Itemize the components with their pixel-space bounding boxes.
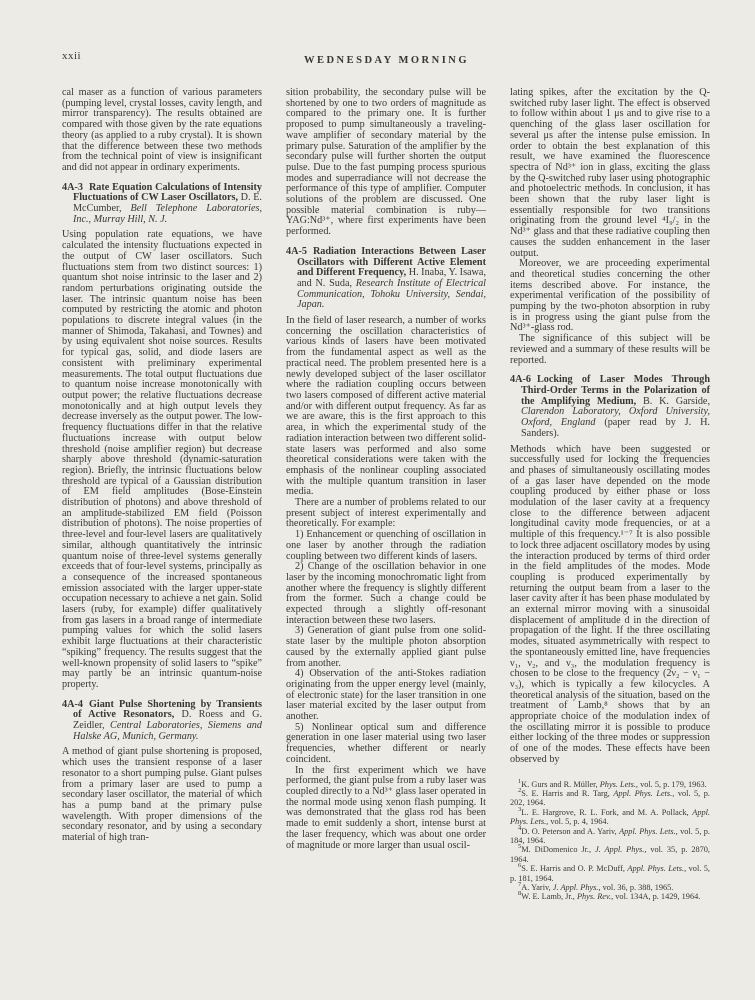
- footnote-journal: Appl. Phys. Lets.,: [627, 864, 689, 874]
- footnote-journal: J. Appl. Phys.,: [552, 883, 603, 893]
- footnote-ref: vol. 5, p. 181, 1964.: [510, 864, 710, 883]
- footnote-journal: J. Appl. Phys.,: [594, 845, 651, 855]
- footnote-number: 1: [518, 777, 522, 785]
- paragraph: The significance of this subject will be reviewed and a summary of these results will be reported.: [510, 333, 710, 366]
- abstract-heading-note: (paper read by J. H. Sanders).: [521, 417, 710, 439]
- footnote-number: 6: [518, 862, 522, 870]
- footnote-ref: vol. 5, p. 184, 1964.: [510, 826, 710, 846]
- paragraph: Methods which have been suggested or successfully used for locking the frequencies and phases of simultaneously oscillating modes of a gas laser have depended on the mode coupling produced by either phase or loss modulation of the laser cavity at a frequency close to the difference between adjacent longitudinal cavity mode frequencies, or at a multiple of this frequency.¹⁻⁷ It is also possible to lock three adjacent oscillatory modes by using the interaction produced by terms of third order in the field amplitudes of the modes. Mode coupling is produced experimentally by returning the output beam from a laser to the laser cavity after it has been phase modulated by an external mirror moving with a sinusoidal displacement of amplitude d in the direction of propagation of the light. If the three oscillating modes, situated asymmetrically with respect to the spontaneously emitted line, have frequencies ν₁, ν₂, and ν₃, the modulation frequency is chosen to be close to the frequency (2ν₂ − ν₁ − ν₃), which is typically a few kilocycles. A theoretical analysis of the situation, based on the treatment of Lamb,⁸ shows that by an appropriate choice of the modulation index of the oscillating mirror it is possible to produce either locking of the three modes or suppression of one of the modes. These effects have been observed by: [510, 443, 710, 765]
- paragraph: In the first experiment which we have performed, the giant pulse from a ruby laser was coupled directly to a Nd³⁺ glass laser operated in the normal mode using xenon flash pumping. It was demonstrated that the glass rod has been made to emit suddenly a short, intense burst at the laser frequency, which was about one order of magnitude or more larger than usual oscil-: [286, 764, 486, 851]
- abstract-title: Rate Equation Calculations of Intensity Fluctuations of CW Laser Oscillators,: [73, 181, 262, 204]
- footnote-authors: D. O. Peterson and A. Yariv,: [521, 826, 620, 836]
- paragraph-continuation: cal maser as a function of various parameters (pumping level, crystal losses, cavity length, and mirror transparency). The results obtained are compared with those given by the rate equations theory (as applied to a ruby crystal). It is shown that the difference between these two methods from the technical point of view is insignificant and did not appear in ordinary experiments.: [62, 87, 262, 173]
- list-item-4: 4) Observation of the anti-Stokes radiation originating from the upper energy level (mainly, of electronic state) for the laser transition in one laser material excited by the laser output from another.: [286, 668, 486, 723]
- footnote-journal: Appl. Phys. Lets.,: [613, 789, 678, 798]
- footnote-ref: vol. 5, p. 179, 1963.: [640, 779, 707, 789]
- abstract-authors: D. E. McCumber,: [73, 192, 262, 215]
- abstract-title: Radiation Interactions Between Laser Oscillators with Different Active Element and Different Frequency,: [297, 245, 486, 279]
- paragraph: A method of giant pulse shortening is proposed, which uses the transient response of a laser resonator to a short pumping pulse. Giant pulses from a primary laser are used to pump a secondary laser oscillator, the material of which has a pump band at the primary pulse wavelength. With proper dimensions of the secondary resonator, and by using a secondary material of high tran-: [62, 746, 262, 844]
- running-header-title: WEDNESDAY MORNING: [303, 55, 470, 66]
- abstract-authors: H. Inaba, Y. Isawa, and N. Suda,: [297, 267, 486, 289]
- abstract-heading-4a3: [62, 183, 262, 226]
- abstract-code: 4A-6: [510, 374, 531, 386]
- footnote-ref: vol. 36, p. 388, 1965.: [602, 883, 674, 893]
- footnote-number: 8: [518, 890, 522, 898]
- footnote-journal: Appl. Phys. Lets.,: [510, 807, 710, 827]
- footnote-authors: S. E. Harris and R. Targ,: [521, 789, 614, 798]
- footnote-journal: Phys. Lets.,: [599, 779, 641, 789]
- abstract-authors: D. Roess and G. Zeidler,: [73, 709, 262, 732]
- footnote: [510, 845, 710, 864]
- footnote-number: 7: [518, 881, 522, 889]
- footnote-journal: Phys. Rev.,: [576, 892, 616, 902]
- abstract-affiliation: Central Laboratories, Siemens and Halske AG, Munich, Germany.: [73, 720, 262, 742]
- content-columns: [62, 88, 711, 902]
- footnote: [510, 808, 710, 827]
- list-item-2: 2) Change of the oscillation behavior in one laser by the incoming monochromatic light from another where the frequency is slightly different from the former. Such a change could be expected through a slightly off-resonant interaction between these two lasers.: [286, 561, 486, 626]
- paragraph: Using population rate equations, we have calculated the intensity fluctuations expected in the output of CW laser oscillators. Such fluctuations stem from two distinct sources: 1) quantum shot noise intrinsic to the laser and 2) random perturbations originating outside the laser. The intrinsic quantum noise has been computed by restricting the atomic and photon populations to discrete integral values (in the manner of Shimoda, Takahasi, and Townes) and by using equivalent shot noise sources. Results for typical gas, solid, and diode lasers are consistent with preliminary experimental measurements. The total output fluctuations due to quantum noise increase monotonically with output power; the relative fluctuations decrease monotonically and at high output levels they decrease inversely as the output power. The low-frequency fluctuations differ in that the relative fluctuations increase with output below threshold (noise amplifier region) but decrease sharply above threshold (dynamic-saturation region). Briefly, the intrinsic fluctuations below threshold are typical of a Gaussian distribution of EM field amplitudes (Bose-Einstein distribution of photons) and above threshold of an amplitude-stabilized EM field (Poisson distribution of photons). The noise properties of three-level and four-level lasers are qualitatively similar, although quantitatively the intrinsic quantum noise of three-level systems generally exceeds that of four-level systems, principally as a consequence of the increased spontaneous emission associated with the larger upper-state occupation necessary to achieve a net gain. Solid lasers (ruby, for example) differ qualitatively from gas lasers in a broad range of intermediate pumping values for which the solid lasers exhibit large fluctuations at their characteristic “spiking” frequency. The results suggest that the well-known propensity of solid lasers to “spike” may partly be an intrinsic quantum-noise property.: [62, 229, 262, 690]
- footnote-authors: K. Gurs and R. Müller,: [521, 779, 600, 789]
- abstract-affiliation: Research Institute of Electrical Communication, Tohoku University, Sendai, Japan.: [297, 277, 486, 311]
- footnote-number: 4: [518, 824, 522, 832]
- footnote-ref: vol. 5, p. 4, 1964.: [550, 817, 609, 827]
- footnote-authors: M. DiDomenico Jr.,: [521, 845, 595, 855]
- paragraph-continuation: lating spikes, after the excitation by the Q-switched ruby laser light. The effect is observed to follow within about 1 μs and to give rise to a quenching of the glass laser oscillation for several μs after the intense pulse emission. In order to obtain the best explanation of this result, we have examined the fluorescence spectra of Nd³⁺ ion in glass, exciting the glass by the Q-switched ruby laser using photographic and photoelectric methods. In conclusion, it has been shown that the ruby laser light is essentially responsible for two transitions originating from the ground level ⁴I₉/₂ in the Nd³⁺ glass and that these radiative coupling then causes the sudden enhancement in the laser output.: [510, 87, 710, 259]
- footnote-number: 5: [518, 843, 522, 851]
- abstract-heading-4a5: [286, 247, 486, 311]
- abstract-code: 4A-4: [62, 698, 83, 710]
- column-left: [62, 88, 262, 902]
- abstract-affiliation: Clarendon Laboratory, Oxford University, Oxford, England: [521, 406, 710, 429]
- list-item-1: 1) Enhancement or quenching of oscillation in one laser by another through the radiation coupling between two different kinds of lasers.: [286, 529, 486, 562]
- page-header: [62, 50, 711, 64]
- footnote-ref: vol. 35, p. 2870, 1964.: [510, 845, 710, 864]
- abstract-affiliation: Bell Telephone Laboratories, Inc., Murray Hill, N. J.: [73, 203, 262, 225]
- paragraph-continuation: sition probability, the secondary pulse will be shortened by one to two orders of magnitude as compared to the primary one. It is further proposed to pump simultaneously a traveling-wave amplifier of secondary material by the primary pulse. Saturation of the amplifier by the secondary pulse will further shorten the output pulse. Due to the fast pumping process spurious modes and superradiance will not decrease the performance of this type of amplifier. Computer solutions of the problem are discussed. One possible material combination is ruby—YAG:Nd³⁺, where first experiments have been performed.: [286, 87, 486, 238]
- footnote-ref: vol. 134A, p. 1429, 1964.: [615, 892, 701, 902]
- footnote-authors: L. E. Hargrove, R. L. Fork, and M. A. Pollack,: [521, 807, 693, 817]
- footnote-number: 2: [518, 787, 522, 795]
- abstract-authors: B. K. Garside,: [642, 395, 710, 407]
- footnote: [510, 864, 710, 883]
- footnote-journal: Appl. Phys. Lets.,: [619, 826, 681, 836]
- footnote-authors: A. Yariv,: [521, 883, 553, 893]
- page-number: xxii: [62, 50, 82, 62]
- footnote-authors: W. E. Lamb, Jr.,: [521, 892, 577, 902]
- list-item-3: 3) Generation of giant pulse from one solid-state laser by the multiple photon absorption caused by the externally applied giant pulse from another.: [286, 625, 486, 669]
- footnote-ref: vol. 5, p. 202, 1964.: [510, 789, 710, 808]
- footnote: [510, 777, 710, 789]
- abstract-title: Giant Pulse Shortening by Transients of Active Resonators,: [73, 698, 262, 721]
- list-item-5: 5) Nonlinear optical sum and difference generation in one laser material using two laser frequencies, whether different or nearly coincident.: [286, 721, 486, 765]
- abstract-heading-4a6: [510, 375, 710, 439]
- column-middle: [286, 88, 486, 902]
- column-right: [510, 88, 710, 902]
- footnote-number: 3: [518, 806, 522, 814]
- footnotes-block: [510, 777, 710, 902]
- paragraph: In the field of laser research, a number of works concerning the oscillation characteristics of various kinds of lasers have been motivated from the fundamental aspect as well as the practical need. The problem presented here is a newly developed subject of the laser oscillator where the radiation coupling occurs between two lasers composed of different active material and/or with different output frequency. As far as we are aware, this is the first approach to this area, in which the experimental study of the radiation interaction between two different solid-state lasers was performed and also some theoretical considerations were taken with the emphasis of the nonlinear coupling associated with the multiple quantum transition in laser media.: [286, 315, 486, 498]
- paragraph: Moreover, we are proceeding experimental and theoretical studies concerning the other items described above. For instance, the experimental verification of the possibility of pumping by the two-photon absorption in ruby is in progress using the giant pulse from the Nd³⁺-glass rod.: [510, 258, 710, 334]
- footnote-authors: S. E. Harris and O. P. McDuff,: [521, 864, 628, 874]
- footnote: [510, 824, 710, 846]
- footnote: [510, 892, 710, 901]
- footnote: [510, 789, 710, 808]
- paragraph: There are a number of problems related to our present subject of interest experimentally and theoretically. For example:: [286, 497, 486, 530]
- abstract-code: 4A-3: [62, 181, 83, 193]
- abstract-title: Locking of Laser Modes Through Third-Order Terms in the Polarization of the Amplifying Medium,: [521, 374, 710, 407]
- abstract-code: 4A-5: [286, 245, 307, 257]
- abstract-heading-4a4: [62, 700, 262, 743]
